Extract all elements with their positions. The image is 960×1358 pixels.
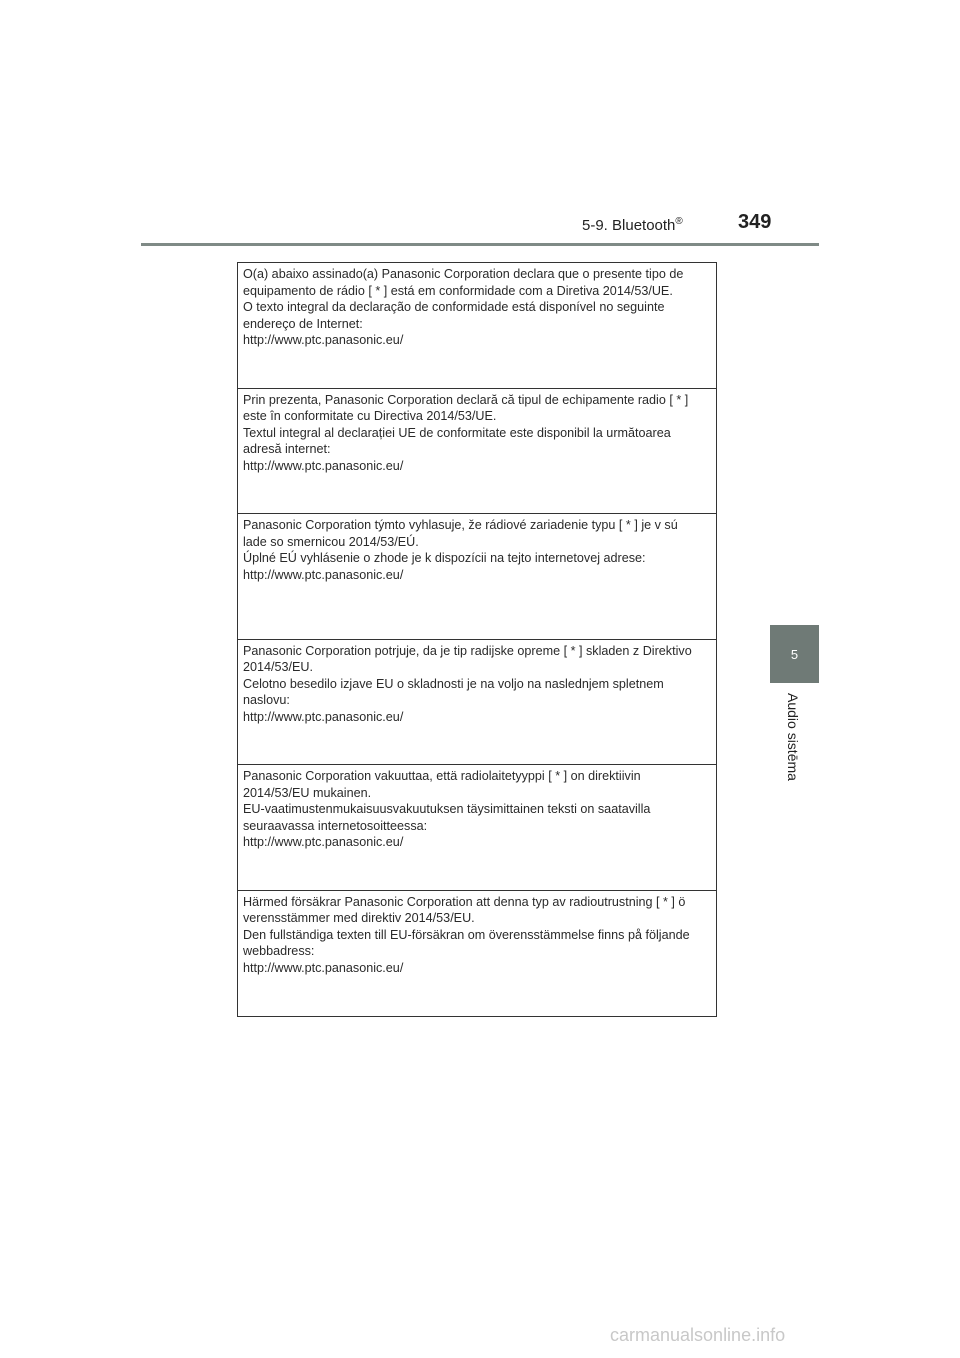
chapter-tab [770,625,819,683]
declaration-cell-pt [238,263,716,389]
declaration-text: Panasonic Corporation týmto vyhlasuje, že rádiové zariadenie typu [ * ] je v sú lade so smernicou 2014/53/EÚ. Úplné EÚ vyhlásenie o zhode je k dispozícii na tejto internetovej adrese: http://www.ptc.panasonic.eu/ [243,518,678,582]
declaration-cell-sl [238,640,716,766]
page-number: 349 [738,211,772,233]
watermark: carmanualsonline.info [610,1325,786,1345]
declaration-text: Panasonic Corporation vakuuttaa, että radiolaitetyyppi [ * ] on direktiivin 2014/53/EU mukainen. EU-vaatimustenmukaisuusvakuutuksen täysimittainen teksti on saatavilla seuraavassa internetosoitteessa: http://www.ptc.panasonic.eu/ [243,769,651,850]
declaration-cell-sv [238,891,716,1017]
declaration-cell-ro [238,389,716,515]
declaration-text: Härmed försäkrar Panasonic Corporation att denna typ av radioutrustning [ * ] ö verensstämmer med direktiv 2014/53/EU. Den fullständiga texten till EU-försäkran om överensstämmelse finns på följande webbadress: http://www.ptc.panasonic.eu/ [243,894,690,975]
header-divider [141,243,819,246]
chapter-number: 5 [790,646,799,662]
registered-mark: ® [675,216,683,227]
declaration-cell-fi [238,765,716,891]
running-header-section [582,216,683,234]
section-title: 5-9. Bluetooth [582,217,676,234]
declaration-text: Panasonic Corporation potrjuje, da je tip radijske opreme [ * ] skladen z Direktivo 2014/53/EU. Celotno besedilo izjave EU o skladnosti je na voljo na naslednjem spletnem naslovu: http://www.ptc.panasonic.eu/ [243,643,692,724]
declaration-text: O(a) abaixo assinado(a) Panasonic Corporation declara que o presente tipo de equipamento de rádio [ * ] está em conformidade com a Diretiva 2014/53/UE. O texto integral da declaração de conformidade está disponível no seguinte endereço de Internet: http://www.ptc.panasonic.eu/ [243,267,684,348]
declaration-cell-sk [238,514,716,640]
declaration-text: Prin prezenta, Panasonic Corporation declară că tipul de echipamente radio [ * ] este în conformitate cu Directiva 2014/53/UE. Textul integral al declarației UE de conformitate este disponibil la următoarea adresă internet: http://www.ptc.panasonic.eu/ [243,392,689,473]
declaration-table [237,262,717,1017]
chapter-label: Audio sistēma [785,693,801,781]
